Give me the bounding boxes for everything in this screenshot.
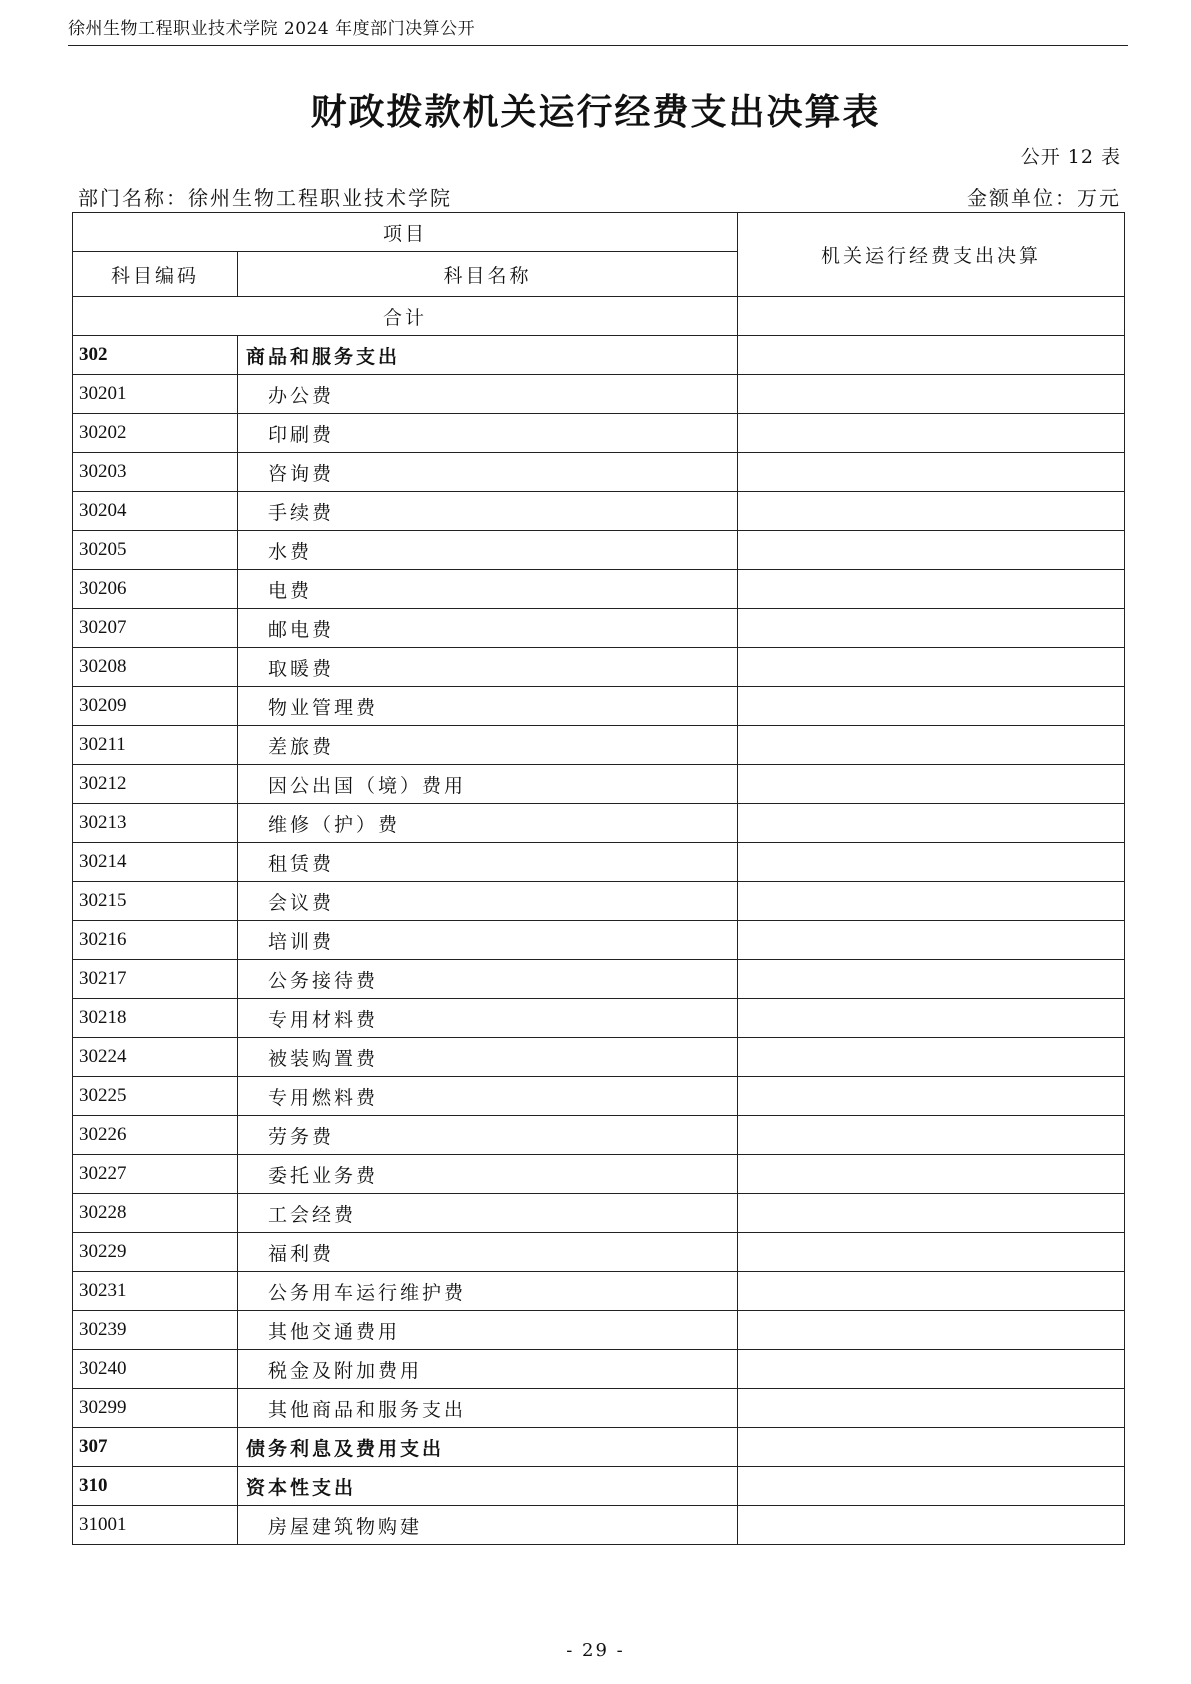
subject-name: 债务利息及费用支出 [238, 1428, 738, 1467]
table-row [73, 492, 1125, 531]
table-row [73, 1038, 1125, 1077]
amount-header: 机关运行经费支出决算 [738, 213, 1125, 297]
subject-code: 30224 [73, 1038, 238, 1077]
table-row [73, 960, 1125, 999]
table-row [73, 1428, 1125, 1467]
amount-cell [738, 1389, 1125, 1428]
subject-name: 印刷费 [238, 414, 738, 453]
table-row [73, 531, 1125, 570]
amount-cell [738, 648, 1125, 687]
subject-name: 培训费 [238, 921, 738, 960]
table-row [73, 1155, 1125, 1194]
amount-unit: 金额单位：万元 [967, 186, 1121, 210]
total-amount [738, 297, 1125, 336]
table-row [73, 1350, 1125, 1389]
subject-code: 31001 [73, 1506, 238, 1545]
subject-code: 30206 [73, 570, 238, 609]
subject-code: 30204 [73, 492, 238, 531]
code-header: 科目编码 [73, 252, 238, 297]
table-row [73, 1194, 1125, 1233]
amount-cell [738, 921, 1125, 960]
page-title: 财政拨款机关运行经费支出决算表 [310, 91, 881, 133]
subject-code: 30202 [73, 414, 238, 453]
subject-name: 专用燃料费 [238, 1077, 738, 1116]
subject-name: 资本性支出 [238, 1467, 738, 1506]
subject-name: 取暖费 [238, 648, 738, 687]
name-header: 科目名称 [238, 252, 738, 297]
subject-code: 30213 [73, 804, 238, 843]
table-row [73, 609, 1125, 648]
table-row [73, 1233, 1125, 1272]
amount-cell [738, 765, 1125, 804]
running-header: 徐州生物工程职业技术学院 2024 年度部门决算公开 [68, 14, 1128, 46]
amount-cell [738, 1467, 1125, 1506]
table-row [73, 921, 1125, 960]
amount-cell [738, 336, 1125, 375]
table-row [73, 804, 1125, 843]
table-row [73, 765, 1125, 804]
subject-code: 307 [73, 1428, 238, 1467]
table-row [73, 726, 1125, 765]
subject-name: 维修（护）费 [238, 804, 738, 843]
subject-code: 30231 [73, 1272, 238, 1311]
subject-name: 咨询费 [238, 453, 738, 492]
amount-cell [738, 1311, 1125, 1350]
subject-name: 福利费 [238, 1233, 738, 1272]
subject-code: 310 [73, 1467, 238, 1506]
amount-cell [738, 1233, 1125, 1272]
amount-cell [738, 492, 1125, 531]
subject-code: 30209 [73, 687, 238, 726]
subject-code: 30201 [73, 375, 238, 414]
subject-name: 公务接待费 [238, 960, 738, 999]
subject-code: 30211 [73, 726, 238, 765]
subject-name: 被装购置费 [238, 1038, 738, 1077]
subject-name: 水费 [238, 531, 738, 570]
subject-name: 其他交通费用 [238, 1311, 738, 1350]
table-row [73, 648, 1125, 687]
table-row [73, 375, 1125, 414]
subject-code: 30227 [73, 1155, 238, 1194]
subject-code: 30212 [73, 765, 238, 804]
department-name: 部门名称：徐州生物工程职业技术学院 [78, 186, 452, 210]
subject-name: 邮电费 [238, 609, 738, 648]
subject-code: 30218 [73, 999, 238, 1038]
subject-name: 手续费 [238, 492, 738, 531]
subject-name: 其他商品和服务支出 [238, 1389, 738, 1428]
subject-name: 税金及附加费用 [238, 1350, 738, 1389]
header-row-1 [73, 213, 1125, 252]
table-row [73, 414, 1125, 453]
subject-code: 30214 [73, 843, 238, 882]
table-row [73, 1272, 1125, 1311]
table-row [73, 1389, 1125, 1428]
table-row [73, 453, 1125, 492]
amount-cell [738, 1116, 1125, 1155]
subject-name: 差旅费 [238, 726, 738, 765]
amount-cell [738, 687, 1125, 726]
amount-cell [738, 1350, 1125, 1389]
amount-cell [738, 804, 1125, 843]
subject-name: 因公出国（境）费用 [238, 765, 738, 804]
table-row [73, 1506, 1125, 1545]
amount-cell [738, 531, 1125, 570]
subject-name: 工会经费 [238, 1194, 738, 1233]
table-row [73, 570, 1125, 609]
amount-cell [738, 570, 1125, 609]
subject-code: 30207 [73, 609, 238, 648]
subject-code: 30205 [73, 531, 238, 570]
amount-cell [738, 1272, 1125, 1311]
amount-cell [738, 726, 1125, 765]
amount-cell [738, 1077, 1125, 1116]
amount-cell [738, 609, 1125, 648]
subject-code: 30239 [73, 1311, 238, 1350]
subject-code: 30229 [73, 1233, 238, 1272]
subject-code: 30217 [73, 960, 238, 999]
amount-cell [738, 999, 1125, 1038]
subject-name: 商品和服务支出 [238, 336, 738, 375]
table-row [73, 687, 1125, 726]
subject-name: 委托业务费 [238, 1155, 738, 1194]
subject-name: 物业管理费 [238, 687, 738, 726]
amount-cell [738, 1194, 1125, 1233]
table-row [73, 882, 1125, 921]
subject-code: 30228 [73, 1194, 238, 1233]
subject-code: 30203 [73, 453, 238, 492]
amount-cell [738, 375, 1125, 414]
page-number: - 29 - [566, 1640, 625, 1661]
subject-code: 30299 [73, 1389, 238, 1428]
subject-code: 30216 [73, 921, 238, 960]
subject-code: 30226 [73, 1116, 238, 1155]
expenditure-table [72, 212, 1125, 1545]
subject-code: 30215 [73, 882, 238, 921]
amount-cell [738, 414, 1125, 453]
subject-code: 30225 [73, 1077, 238, 1116]
table-row [73, 999, 1125, 1038]
total-row [73, 297, 1125, 336]
amount-cell [738, 960, 1125, 999]
subject-name: 专用材料费 [238, 999, 738, 1038]
subject-code: 30240 [73, 1350, 238, 1389]
subject-name: 房屋建筑物购建 [238, 1506, 738, 1545]
total-label: 合计 [73, 297, 738, 336]
amount-cell [738, 1428, 1125, 1467]
table-number: 公开 12 表 [1020, 146, 1121, 168]
table-row [73, 1116, 1125, 1155]
subject-name: 电费 [238, 570, 738, 609]
amount-cell [738, 1038, 1125, 1077]
subject-code: 30208 [73, 648, 238, 687]
subject-name: 办公费 [238, 375, 738, 414]
amount-cell [738, 843, 1125, 882]
table-row [73, 1467, 1125, 1506]
amount-cell [738, 1155, 1125, 1194]
table-row [73, 843, 1125, 882]
table-row [73, 1077, 1125, 1116]
subject-code: 302 [73, 336, 238, 375]
amount-cell [738, 882, 1125, 921]
subject-name: 租赁费 [238, 843, 738, 882]
subject-name: 公务用车运行维护费 [238, 1272, 738, 1311]
item-header: 项目 [73, 213, 738, 252]
subject-name: 会议费 [238, 882, 738, 921]
amount-cell [738, 1506, 1125, 1545]
table-row [73, 336, 1125, 375]
amount-cell [738, 453, 1125, 492]
table-row [73, 1311, 1125, 1350]
subject-name: 劳务费 [238, 1116, 738, 1155]
